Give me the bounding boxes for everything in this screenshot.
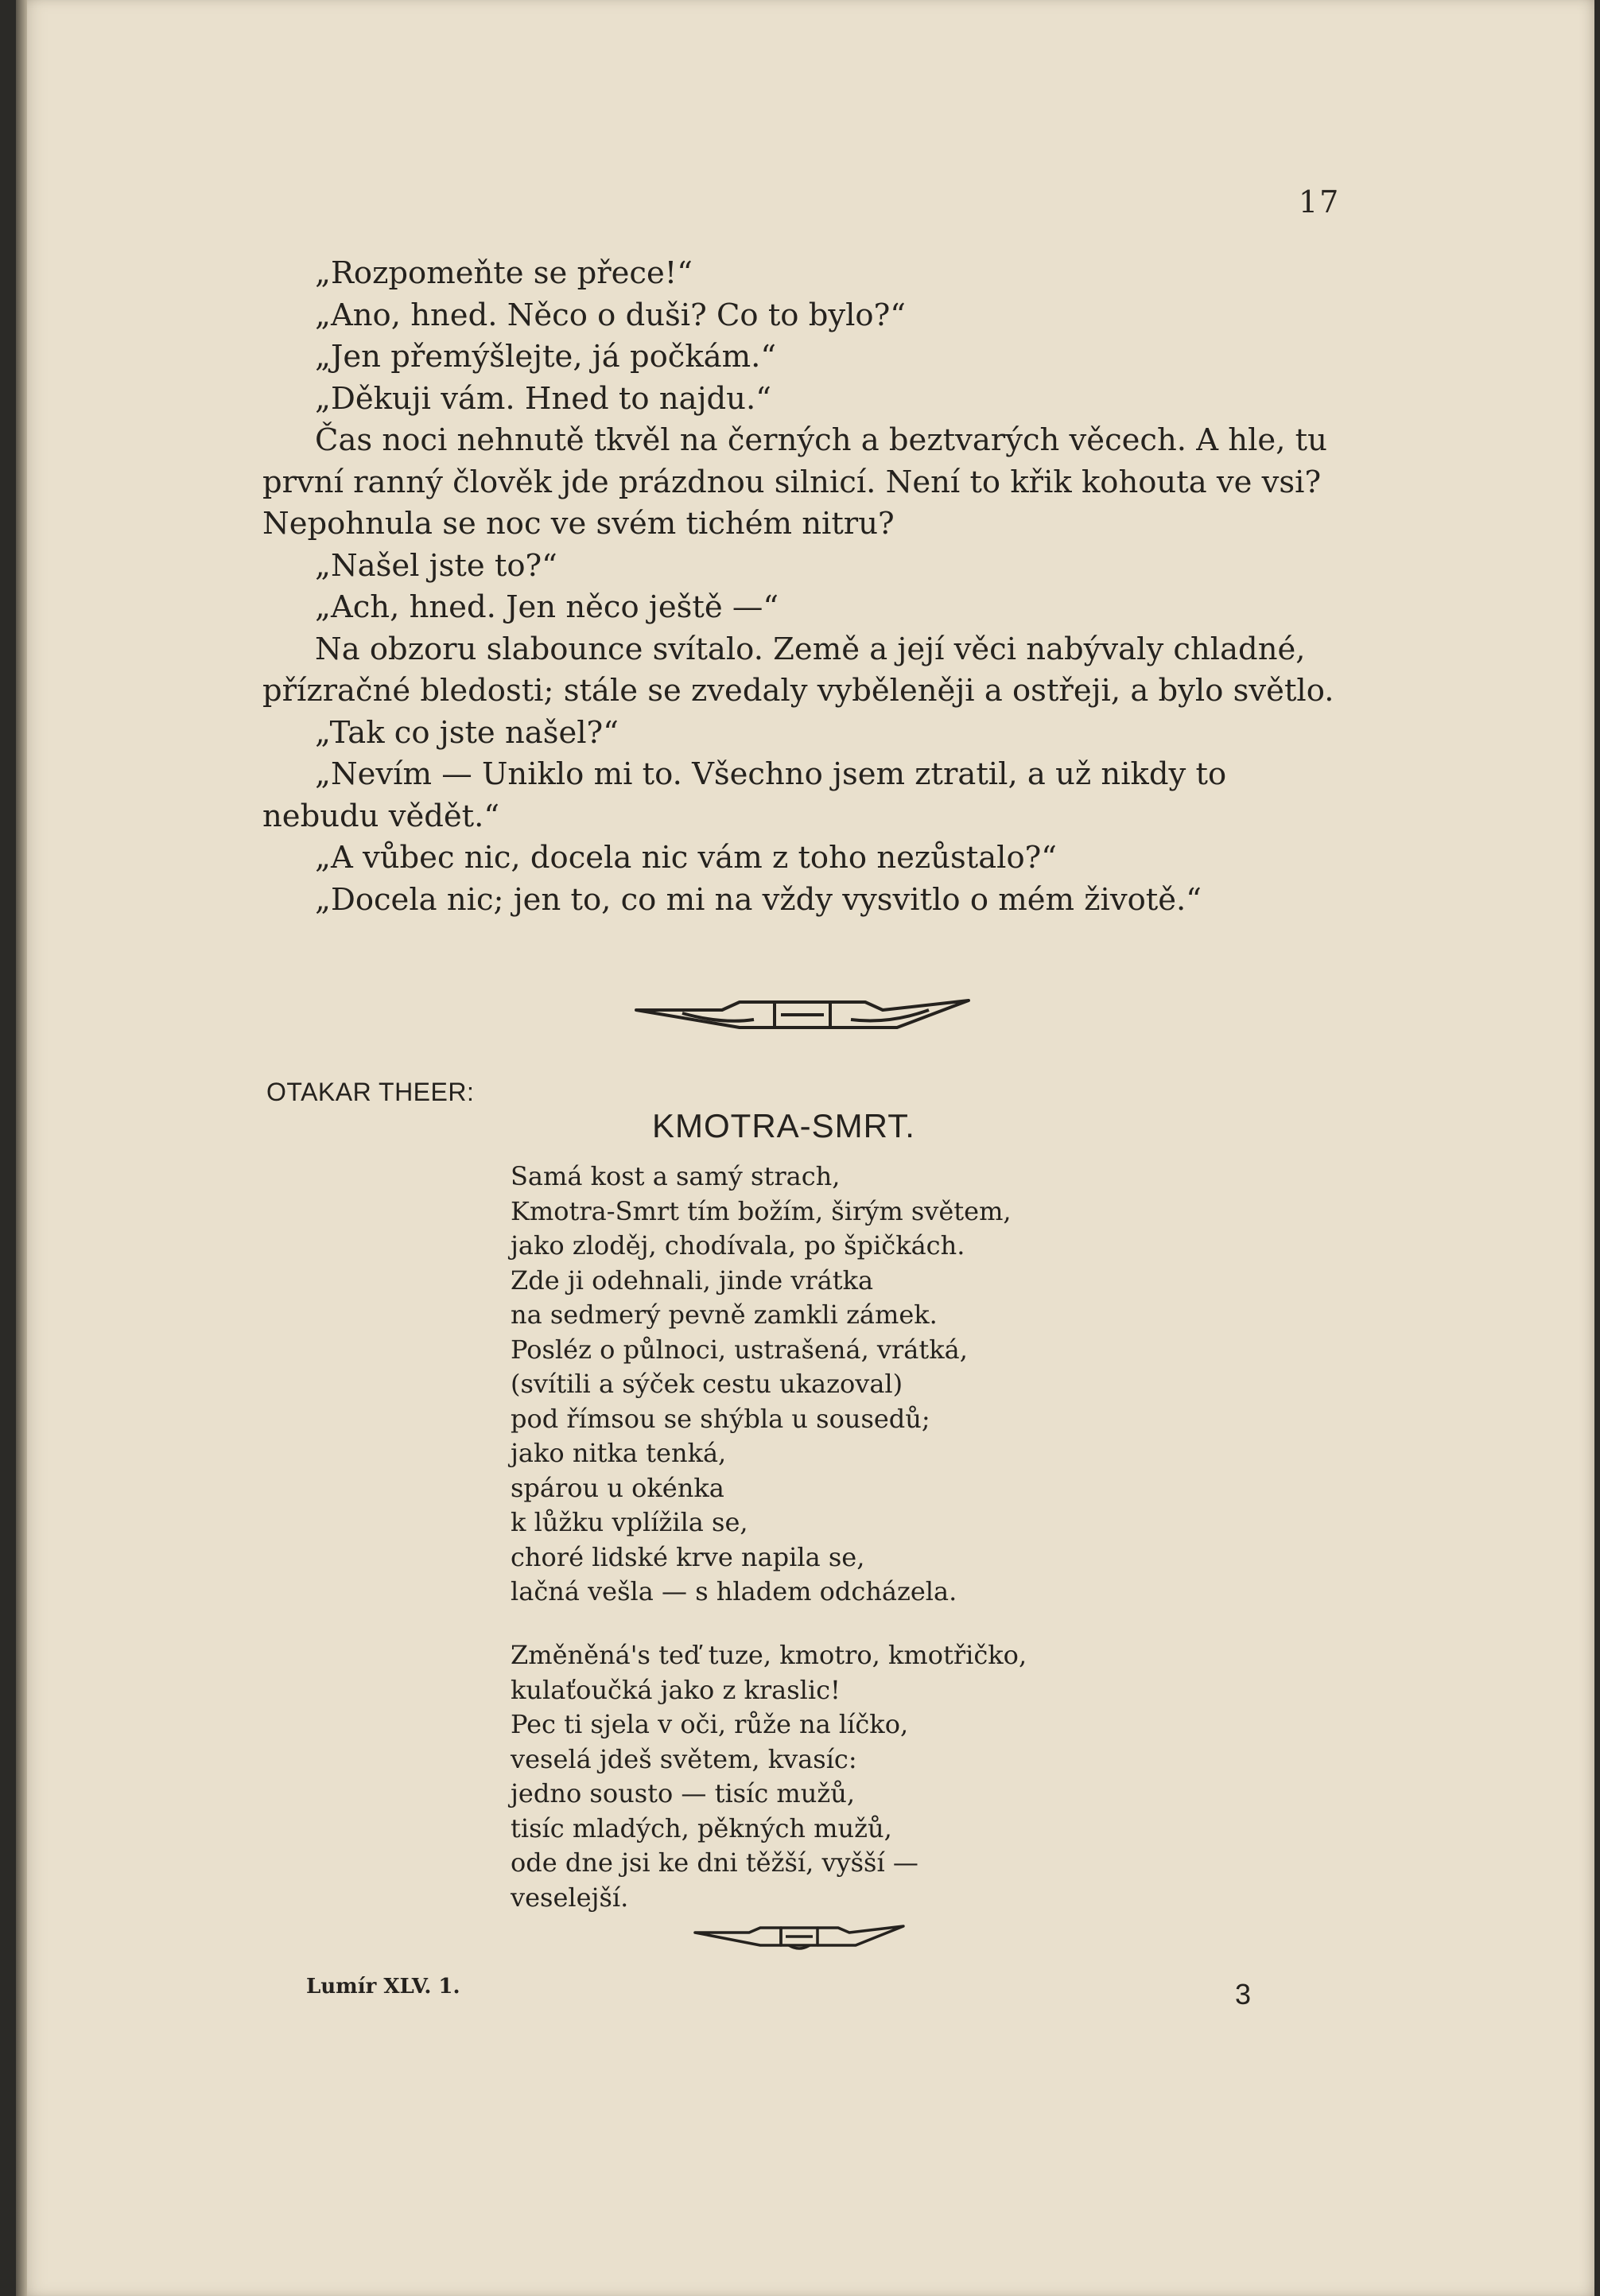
- prose-paragraph: „Našel jste to?“: [315, 547, 557, 584]
- poem-line: (svítili a sýček cestu ukazoval): [511, 1369, 903, 1399]
- poem-line: veselá jdeš světem, kvasíc:: [511, 1743, 857, 1774]
- poem-line: k lůžku vplížila se,: [511, 1507, 748, 1537]
- footer-journal-label: Lumír XLV. 1.: [306, 1975, 460, 1999]
- poem-line: Změněná's teď tuze, kmotro, kmotřičko,: [511, 1640, 1027, 1670]
- poem-line: choré lidské krve napila se,: [511, 1541, 865, 1572]
- prose-paragraph: „Ano, hned. Něco o duši? Co to bylo?“: [315, 297, 906, 333]
- prose-text: [262, 253, 1344, 921]
- prose-paragraph: „Děkuji vám. Hned to najdu.“: [315, 380, 771, 417]
- page-number-top: 17: [1299, 185, 1341, 219]
- poem-line: jedno sousto — tisíc mužů,: [511, 1778, 856, 1808]
- poem-line: na sedmerý pevně zamkli zámek.: [511, 1300, 938, 1330]
- prose-paragraph: „Nevím — Uniklo mi to. Všechno jsem ztratil, a už nikdy to nebudu vědět.“: [262, 756, 1227, 834]
- poem-stanza-1: [511, 1160, 1226, 1610]
- poem-line: Kmotra-Smrt tím božím, širým světem,: [511, 1195, 1012, 1226]
- poem-line: kulaťoučká jako z kraslic!: [511, 1674, 841, 1705]
- prose-paragraph: Na obzoru slabounce svítalo. Země a její věci nabývaly chladné, přízračné bledosti; stále se zvedaly vyběleněji a ostřeji, a bylo světlo.: [262, 631, 1334, 709]
- poem-line: veselejší.: [511, 1882, 629, 1913]
- prose-paragraph: „Docela nic; jen to, co mi na vždy vysvitlo o mém životě.“: [315, 881, 1202, 918]
- poem-stanza-2: [511, 1638, 1226, 1915]
- ornament-divider-top: [635, 993, 970, 1037]
- author-name: OTAKAR THEER:: [266, 1078, 475, 1106]
- prose-paragraph: „Ach, hned. Jen něco ještě —“: [315, 589, 779, 625]
- footer-signature-number: 3: [1235, 1978, 1252, 2010]
- poem-line: jako zloděj, chodívala, po špičkách.: [511, 1230, 965, 1261]
- poem-line: Zde ji odehnali, jinde vrátka: [511, 1265, 874, 1296]
- book-spine-shadow: [16, 0, 27, 2296]
- poem-line: jako nitka tenká,: [511, 1438, 727, 1468]
- poem-line: Pec ti sjela v oči, růže na líčko,: [511, 1709, 909, 1739]
- prose-paragraph: „Rozpomeňte se přece!“: [315, 255, 693, 291]
- prose-paragraph: „Tak co jste našel?“: [315, 714, 619, 751]
- poem-line: Samá kost a samý strach,: [511, 1161, 841, 1191]
- poem-line: ode dne jsi ke dni těžší, vyšší —: [511, 1847, 918, 1878]
- poem-line: lačná vešla — s hladem odcházela.: [511, 1576, 957, 1606]
- poem-line: Posléz o půlnoci, ustrašená, vrátká,: [511, 1334, 968, 1365]
- poem-line: tisíc mladých, pěkných mužů,: [511, 1812, 892, 1843]
- poem-title: KMOTRA-SMRT.: [652, 1107, 915, 1144]
- book-page: [16, 0, 1594, 2296]
- prose-paragraph: Čas noci nehnutě tkvěl na černých a beztvarých věcech. A hle, tu první ranný člověk jde prázdnou silnicí. Není to křik kohouta ve vsi? Nepohnula se noc ve svém tichém nitru?: [262, 422, 1327, 542]
- prose-paragraph: „Jen přemýšlejte, já počkám.“: [315, 339, 777, 375]
- poem-line: spárou u okénka: [511, 1472, 724, 1503]
- prose-paragraph: „A vůbec nic, docela nic vám z toho nezůstalo?“: [315, 840, 1057, 876]
- ornament-divider-bottom: [693, 1921, 905, 1952]
- poem-line: pod římsou se shýbla u sousedů;: [511, 1403, 930, 1434]
